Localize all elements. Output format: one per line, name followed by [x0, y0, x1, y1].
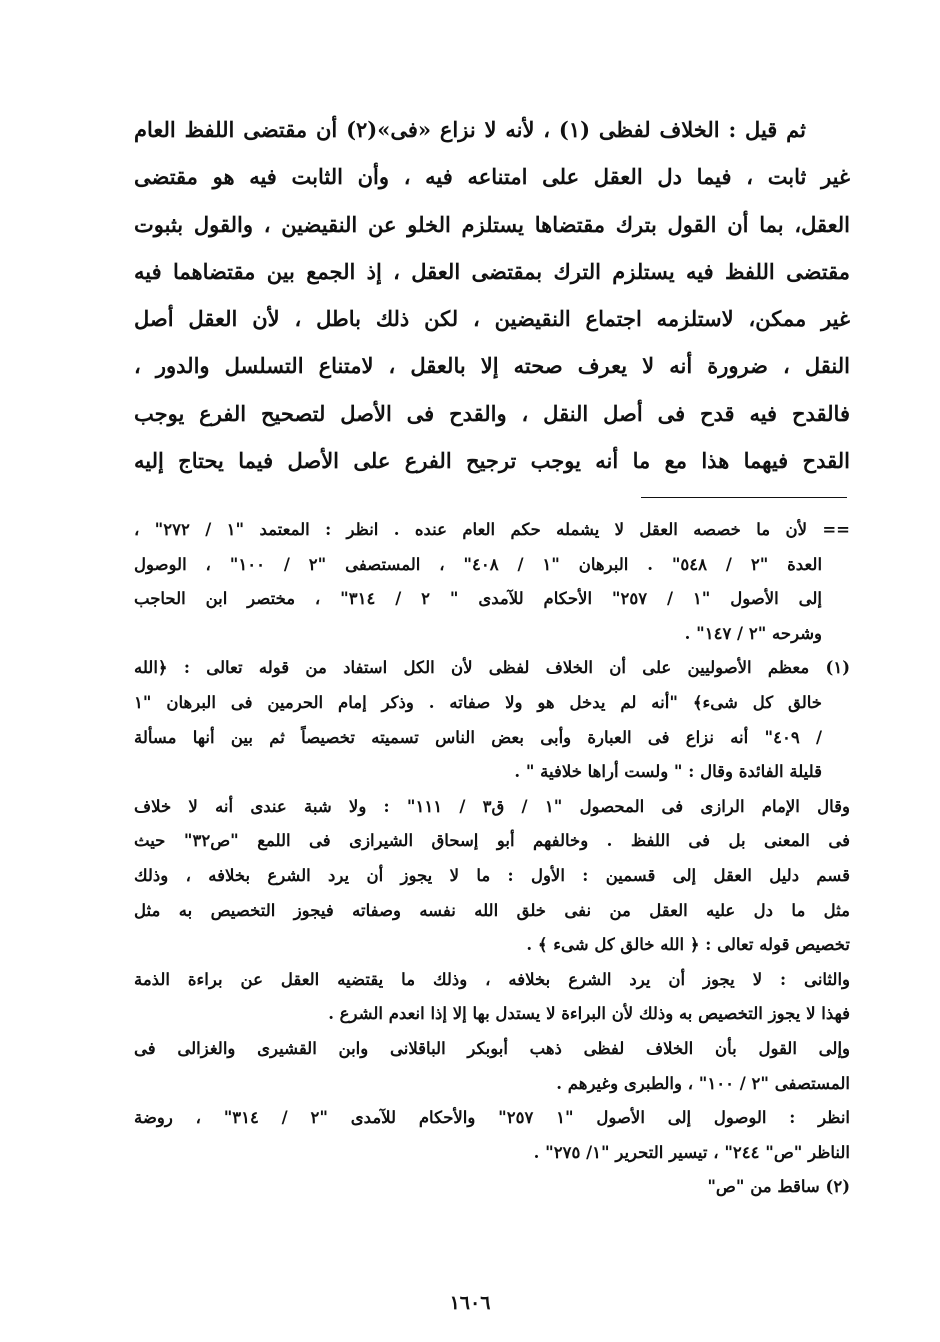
- footnote-line: == لأن ما خصصه العقل لا يشمله حكم العام عنده . انظر : المعتمد "١ / ٢٧٢" ،: [134, 520, 850, 539]
- main-text-line: ثم قيل : الخلاف لفظى (١) ، لأنه لا نزاع «فى»(٢) أن مقتضى اللفظ العام: [134, 117, 806, 142]
- footnote-line: خالق كل شىء﴾ "أنه لم يدخل هو ولا صفاته . وذكر إمام الحرمين فى البرهان "١: [134, 692, 822, 712]
- footnote-line: تخصيص قوله تعالى : ﴿ الله خالق كل شىء ﴾ .: [526, 935, 850, 955]
- footnote-line: (١) معظم الأصوليين على أن الخلاف لفظى لأن الكل استفاد من قوله تعالى : ﴿الله: [134, 658, 850, 678]
- page-number: ١٦٠٦: [449, 1292, 491, 1314]
- footnote-line: مثل ما دل عليه العقل من نفى خلق الله نفسه وصفاته فيجوز التخصيص به مثل: [134, 900, 850, 920]
- footnote-line: فهذا لا يجوز التخصيص به وذلك لأن البراءة لا يستدل بها إلا إذا انعدم الشرع .: [328, 1004, 850, 1024]
- footnote-1-paragraph-3: [134, 963, 850, 1032]
- footnote-line: وإلى القول بأن الخلاف لفظى ذهب أبوبكر الباقلانى وابن القشيرى والغزالى فى: [134, 1038, 850, 1058]
- main-text-line: العقل، بما أن القول بترك مقتضاها يستلزم الخلو عن النقيضين ، والقول بثبوت: [134, 211, 850, 237]
- footnote-line: وقال الإمام الرازى فى المحصول "١ / ق٣ / ١١١" : ولا شبة عندى أنه لا خلاف: [134, 796, 850, 816]
- main-text-line: القدح فيهما هذا مع ما أنه يوجب ترجيح الفرع على الأصل فيما يحتاج إليه: [134, 448, 850, 474]
- footnote-line: فى المعنى بل فى اللفظ . وخالفهم أبو إسحاق الشيرازى فى اللمع "ص٣٢" حيث: [134, 831, 850, 851]
- footnote-line: إلى الأصول "١ / ٢٥٧" الأحكام للآمدى " ٢ / ٣١٤" ، مختصر ابن الحاجب: [134, 589, 822, 609]
- main-text-line: مقتضى اللفظ فيه يستلزم الترك بمقتضى العقل ، إذ الجمع بين مقتضاهما فيه: [134, 258, 850, 284]
- main-text-line: غير ثابت ، فيما دل العقل على امتناعه فيه ، وأن الثابت فيه هو مقتضى: [134, 164, 850, 190]
- footnote-separator: [641, 497, 847, 498]
- main-text: [134, 106, 850, 484]
- footnote-line: قليلة الفائدة وقال : " ولست أراها خلافية " .: [514, 762, 822, 782]
- footnote-1-references: [134, 1101, 850, 1170]
- footnote-line: قسم دليل العقل إلى قسمين : الأول : ما لا يجوز أن يرد الشرع بخلافه ، وذلك: [134, 865, 850, 885]
- footnotes: [134, 513, 850, 1205]
- footnote-line: / ٤٠٩" أنه نزاع فى العبارة وأبى بعض الناس تسميته تخصيصاً ثم بين أنها مسألة: [134, 727, 822, 747]
- main-text-line: غير ممكن، لاستلزمه اجتماع النقيضين ، لكن ذلك باطل ، لأن العقل أصل: [134, 306, 850, 332]
- footnote-line: انظر : الوصول إلى الأصول "١ ٢٥٧" والأحكام للآمدى "٢ / ٣١٤" ، روضة: [134, 1108, 850, 1128]
- footnote-continuation: [134, 513, 850, 651]
- footnote-1-paragraph-4: [134, 1032, 850, 1101]
- footnote-line: الناظر "ص" ٢٤٤" ، تيسير التحرير "١/ ٢٧٥" .: [533, 1142, 850, 1162]
- footnote-line: والثانى : لا يجوز أن يرد الشرع بخلافه ، وذلك ما يقتضيه العقل عن براءة الذمة: [134, 969, 850, 989]
- footnote-2: [134, 1170, 850, 1205]
- footnote-line: العدة "٢ / ٥٤٨" . البرهان "١ / ٤٠٨" ، المستصفى "٢ / ١٠٠" ، الوصول: [134, 554, 823, 574]
- footnote-line: المستصفى "٢ / ١٠٠" ، والطبرى وغيرهم .: [556, 1073, 850, 1093]
- footnote-line: وشرحه "٢ / ١٤٧" .: [684, 623, 822, 643]
- main-text-line: النقل ، ضرورة أنه لا يعرف صحته إلا بالعقل ، لامتناع التسلسل والدور ،: [134, 353, 850, 379]
- main-text-line: فالقدح فيه قدح فى أصل النقل ، والقدح فى الأصل لتصحيح الفرع يوجب: [134, 400, 850, 426]
- footnote-1-paragraph-2: [134, 790, 850, 963]
- footnote-1: [134, 651, 850, 789]
- footnote-line: (٢) ساقط من "ص": [707, 1177, 850, 1197]
